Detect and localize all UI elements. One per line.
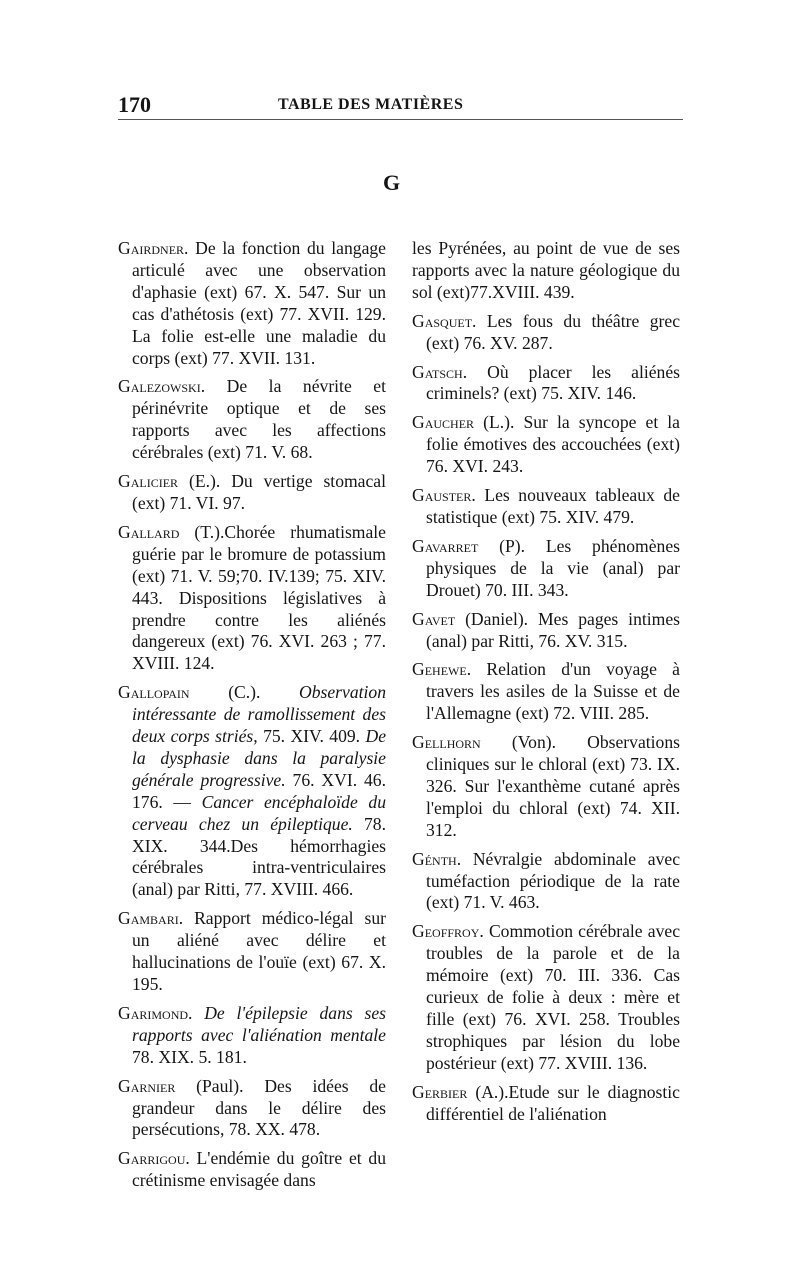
entry-text: Rapport médico-légal sur un aliéné avec délire et hallucinations de l'ouïe (ext) 67. X. 195.: [132, 908, 386, 994]
entry-text: (Daniel). Mes pages intimes (anal) par Ritti, 76. XV. 315.: [426, 608, 680, 651]
entry-name: Garrigou.: [118, 1148, 190, 1169]
entry-name: Gavet: [412, 608, 456, 629]
entry-text: (E.). Du vertige stomacal (ext) 71. VI. 97.: [132, 471, 386, 513]
entry-name: Galezowski.: [118, 376, 206, 397]
index-entry: [118, 376, 386, 464]
entry-name: Gehewe.: [412, 659, 472, 680]
entry-name: Garnier: [118, 1075, 176, 1096]
entry-text: De la névrite et périnévrite optique et de ses rapports avec les affections cérébrales (ext) 71. V. 68.: [132, 376, 386, 463]
page-header: [118, 92, 683, 122]
entry-name: Garimond.: [118, 1002, 193, 1023]
entry-name: Galicier: [118, 471, 179, 492]
entry-name: Gallard: [118, 521, 180, 542]
index-entry: [412, 485, 680, 529]
index-entry: [412, 412, 680, 478]
index-entry: [412, 1082, 680, 1126]
header-rule: [118, 119, 683, 120]
entry-text: 78. XIX. 344.Des hémorrhagies cérébrales intra-ventriculaires (anal) par Ritti, 77. XVIII. 466.: [132, 813, 386, 900]
entry-name: Gairdner.: [118, 238, 189, 258]
index-entry: [118, 522, 386, 675]
entry-title-italic: De l'épilepsie dans ses rapports avec l'aliénation mentale: [132, 1002, 386, 1045]
entry-text: (P). Les phénomènes physiques de la vie (anal) par Drouet) 70. III. 343.: [426, 535, 680, 600]
index-entry: [412, 609, 680, 653]
entry-text: (A.).Etude sur le diagnostic différentiel de l'aliénation: [426, 1081, 680, 1124]
entry-name: Gauster.: [412, 485, 476, 506]
left-column: [118, 238, 386, 1199]
index-entry: [412, 362, 680, 406]
entry-text: Relation d'un voyage à travers les asiles de la Suisse et de l'Allemagne (ext) 72. VIII. 285.: [426, 659, 680, 724]
entry-text: 78. XIX. 5. 181.: [132, 1046, 247, 1067]
section-letter: G: [383, 170, 401, 195]
running-head-title: TABLE DES MATIÈRES: [278, 96, 464, 113]
entry-text: (L.). Sur la syncope et la folie émotives des accouchées (ext) 76. XVI. 243.: [426, 412, 680, 477]
index-entry: [118, 908, 386, 996]
entry-text: (Von). Observations cliniques sur le chloral (ext) 73. IX. 326. Sur l'exanthème cutané après l'emploi du chloral (ext) 74. XII. 312.: [426, 732, 680, 840]
entry-text: Commotion cérébrale avec troubles de la parole et de la mémoire (ext) 70. III. 336. Cas curieux de folie à deux : mère et fille (ext) 76. XVI. 258. Troubles strophiques par lésion du lobe postérieur (ext) 77. XVIII. 136.: [426, 921, 680, 1073]
entry-text: L'endémie du goître et du crétinisme envisagée dans: [132, 1148, 386, 1191]
index-entry: [118, 1148, 386, 1192]
entry-text: (Paul). Des idées de grandeur dans le délire des persécutions, 78. XX. 478.: [132, 1075, 386, 1140]
entry-name: Gellhorn: [412, 732, 481, 753]
entry-title-italic: Observation intéressante de ramollissement des deux corps striés,: [132, 682, 386, 747]
entry-text: Névralgie abdominale avec tuméfaction périodique de la rate (ext) 71. V. 463.: [426, 848, 680, 913]
entry-name: Gallopain: [118, 682, 190, 703]
entry-name: Gerbier: [412, 1081, 468, 1102]
entry-text: (C.).: [189, 682, 300, 703]
index-entry: [118, 471, 386, 515]
entry-text: Les nouveaux tableaux de statistique (ext) 75. XIV. 479.: [426, 485, 680, 527]
entry-text: les Pyrénées, au point de vue de ses rapports avec la nature géologique du sol (ext)77.XVIII. 439.: [412, 238, 680, 302]
entry-name: Gaucher: [412, 412, 475, 433]
index-entry: [412, 659, 680, 725]
entry-name: Génth.: [412, 848, 462, 869]
entry-text: (T.).Chorée rhumatismale guérie par le bromure de potassium (ext) 71. V. 59;70. IV.139; 75. XIV. 443. Dispositions législatives à prendre contre les aliénés dangereux (ext) 76. XVI. 263 ; 77. XVIII. 124.: [132, 521, 386, 674]
entry-name: Gavarret: [412, 535, 479, 556]
index-entry: [412, 732, 680, 842]
index-entry: [412, 536, 680, 602]
entry-text: 76. XVI. 46. 176. —: [132, 769, 386, 812]
index-entry: [412, 921, 680, 1074]
entry-text: Les fous du théâtre grec (ext) 76. XV. 287.: [426, 310, 680, 353]
index-entry: [118, 1003, 386, 1069]
entry-name: Geoffroy.: [412, 921, 484, 942]
index-entry: [412, 311, 680, 355]
index-entry: [118, 682, 386, 901]
entry-name: Gambari.: [118, 908, 184, 929]
entry-text: Où placer les aliénés criminels? (ext) 75. XIV. 146.: [426, 361, 680, 404]
entry-text: De la fonction du langage articulé avec une observation d'aphasie (ext) 67. X. 547. Sur un cas d'athétosis (ext) 77. XVII. 129. La folie est-elle une maladie du corps (ext) 77. XVII. 131.: [132, 238, 386, 368]
entry-name: Gasquet.: [412, 310, 477, 331]
entry-name: Gatsch.: [412, 361, 468, 382]
entry-text: 75. XIV. 409.: [257, 726, 366, 747]
entry-title-italic: Cancer encéphaloïde du cerveau chez un épileptique.: [132, 791, 386, 834]
right-column: [412, 238, 680, 1133]
index-entry-continuation: [412, 238, 680, 304]
page-number: 170: [118, 92, 151, 117]
index-entry: [118, 238, 386, 369]
index-entry: [118, 1076, 386, 1142]
index-entry: [412, 849, 680, 915]
entry-title-italic: De la dysphasie dans la paralysie générale progressive.: [132, 726, 386, 790]
